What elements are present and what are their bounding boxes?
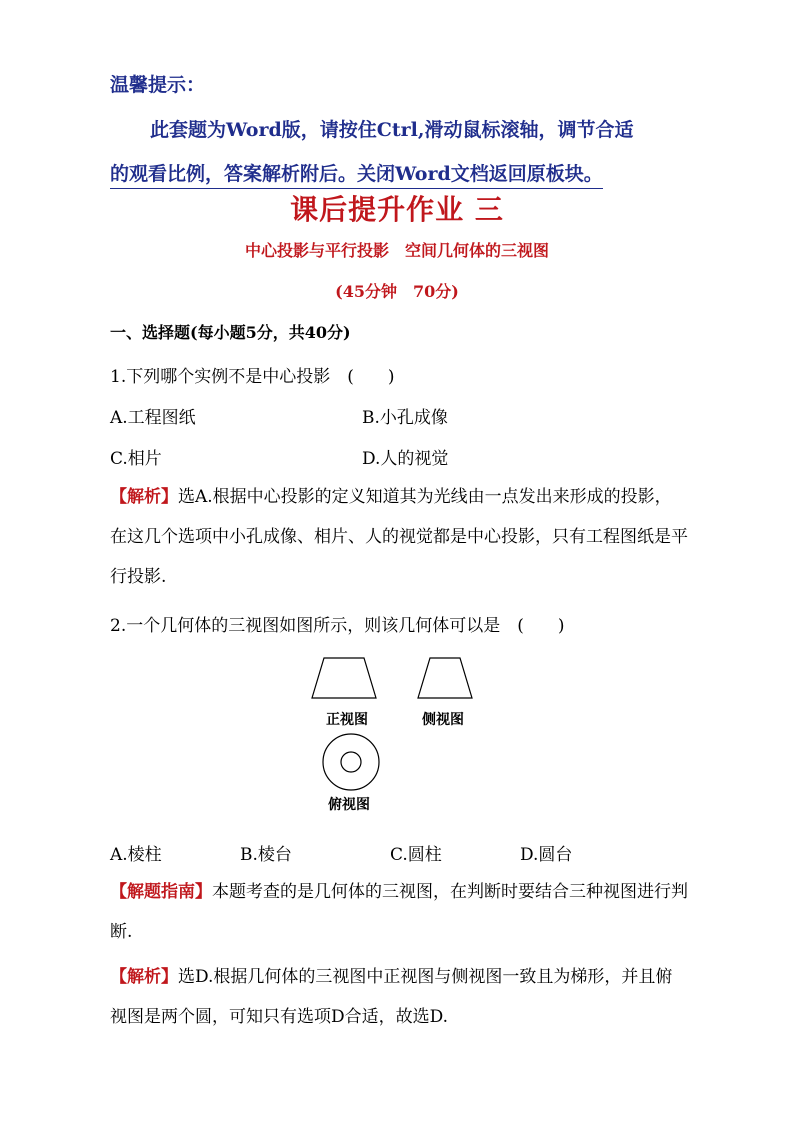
q2-option-b: B.棱台	[240, 845, 292, 865]
page-title: 课后提升作业 三	[290, 193, 504, 226]
tip-title: 温馨提示：	[110, 74, 206, 96]
q2-option-d: D.圆台	[520, 845, 573, 865]
three-view-figure	[300, 650, 500, 820]
guide-text: 本题考查的是几何体的三视图，在判断时要结合三种视图进行判断.	[110, 882, 688, 942]
q2-stem: 2.一个几何体的三视图如图所示，则该几何体可以是 ( )	[110, 616, 565, 636]
section-heading: 一、选择题(每小题5分，共40分)	[110, 323, 351, 342]
front-view-label: 正视图	[326, 712, 368, 728]
analysis-text: 选D.根据几何体的三视图中正视图与侧视图一致且为梯形，并且俯视图是两个圆，可知只有选项D合适，故选D.	[110, 967, 673, 1027]
q2-option-a: A.棱柱	[110, 845, 162, 865]
page-subtitle: 中心投影与平行投影 空间几何体的三视图	[244, 241, 549, 260]
q1-option-b: B.小孔成像	[362, 408, 448, 428]
q2-guide	[110, 872, 688, 952]
q1-option-c: C.相片	[110, 449, 162, 469]
top-view-outer-circle	[323, 734, 379, 790]
side-view-trapezoid	[418, 658, 472, 698]
q2-analysis	[110, 957, 688, 1037]
q1-option-d: D.人的视觉	[362, 449, 449, 469]
tip-text	[110, 108, 690, 196]
q1-analysis	[110, 477, 688, 597]
tip-line-2: 的观看比例，答案解析附后。关闭Word文档返回原板块。	[110, 160, 603, 189]
top-view-inner-circle	[341, 752, 361, 772]
guide-tag: 【解题指南】	[110, 882, 212, 902]
q2-option-c: C.圆柱	[390, 845, 442, 865]
time-score: (45分钟 70分)	[335, 282, 459, 301]
analysis-tag: 【解析】	[110, 487, 178, 507]
analysis-tag: 【解析】	[110, 967, 178, 987]
analysis-text: 选A.根据中心投影的定义知道其为光线由一点发出来形成的投影，在这几个选项中小孔成像、相片、人的视觉都是中心投影，只有工程图纸是平行投影.	[110, 487, 688, 587]
q1-option-a: A.工程图纸	[110, 408, 196, 428]
front-view-trapezoid	[312, 658, 376, 698]
top-view-label: 俯视图	[328, 797, 370, 813]
q1-stem: 1.下列哪个实例不是中心投影 ( )	[110, 367, 395, 387]
side-view-label: 侧视图	[422, 712, 464, 728]
tip-line-1: 此套题为Word版，请按住Ctrl,滑动鼠标滚轴，调节合适	[150, 119, 634, 141]
